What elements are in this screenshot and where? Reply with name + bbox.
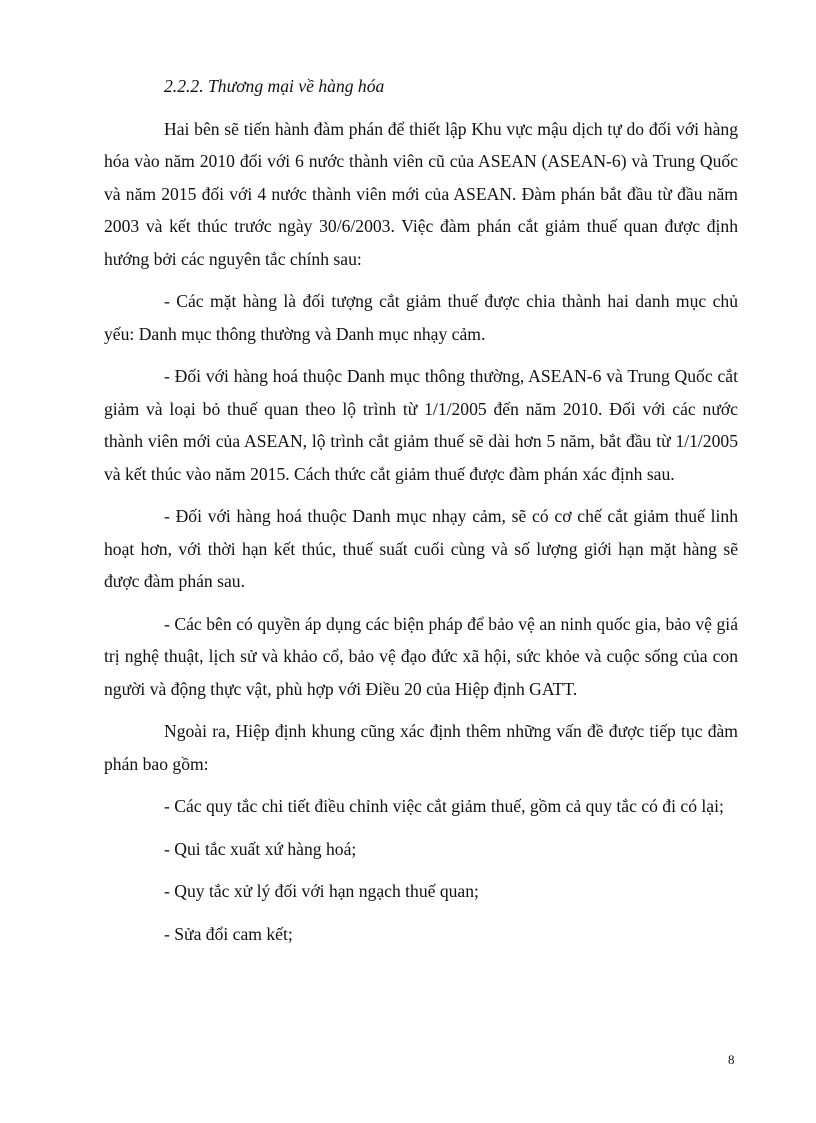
list-item-rules-of-origin: - Qui tắc xuất xứ hàng hoá; [164,838,357,859]
list-item-detailed-rules: - Các quy tắc chi tiết điều chỉnh việc cắt giảm thuế, gồm cả quy tắc có đi có lại; [164,796,724,816]
paragraph-list-categories: - Các mặt hàng là đối tượng cắt giảm thuế được chia thành hai danh mục chủ yếu: Danh mục thông thường và Danh mục nhạy cảm. [104,291,738,344]
page-number: 8 [728,1052,735,1067]
list-item-tariff-quota: - Quy tắc xử lý đối với hạn ngạch thuế quan; [164,881,479,901]
list-item-commitment-amendment: - Sửa đổi cam kết; [164,923,293,944]
paragraph-protection-measures: - Các bên có quyền áp dụng các biện pháp để bảo vệ an ninh quốc gia, bảo vệ giá trị nghệ thuật, lịch sử và khảo cổ, bảo vệ đạo đức xã hội, sức khỏe và cuộc sống của con người và động thực vật, phù hợp với Điều 20 của Hiệp định GATT. [104,613,738,699]
document-body [104,70,738,960]
paragraph-further-negotiation: Ngoài ra, Hiệp định khung cũng xác định thêm những vấn đề được tiếp tục đàm phán bao gồm: [104,721,738,774]
paragraph-normal-list: - Đối với hàng hoá thuộc Danh mục thông thường, ASEAN-6 và Trung Quốc cắt giảm và loại bỏ thuế quan theo lộ trình từ 1/1/2005 đến năm 2010. Đối với các nước thành viên mới của ASEAN, lộ trình cắt giảm thuế sẽ dài hơn 5 năm, bắt đầu từ 1/1/2005 và kết thúc vào năm 2015. Cách thức cắt giảm thuế được đàm phán xác định sau. [104,366,738,484]
section-heading: 2.2.2. Thương mại về hàng hóa [164,76,385,96]
paragraph-intro: Hai bên sẽ tiến hành đàm phán để thiết lập Khu vực mậu dịch tự do đối với hàng hóa vào năm 2010 đối với 6 nước thành viên cũ của ASEAN (ASEAN-6) và Trung Quốc và năm 2015 đối với 4 nước thành viên mới của ASEAN. Đàm phán bắt đầu từ đầu năm 2003 và kết thúc trước ngày 30/6/2003. Việc đàm phán cắt giảm thuế quan được định hướng bởi các nguyên tắc chính sau: [104,118,738,269]
paragraph-sensitive-list: - Đối với hàng hoá thuộc Danh mục nhạy cảm, sẽ có cơ chế cắt giảm thuế linh hoạt hơn, với thời hạn kết thúc, thuế suất cuối cùng và số lượng giới hạn mặt hàng sẽ được đàm phán sau. [104,506,738,591]
